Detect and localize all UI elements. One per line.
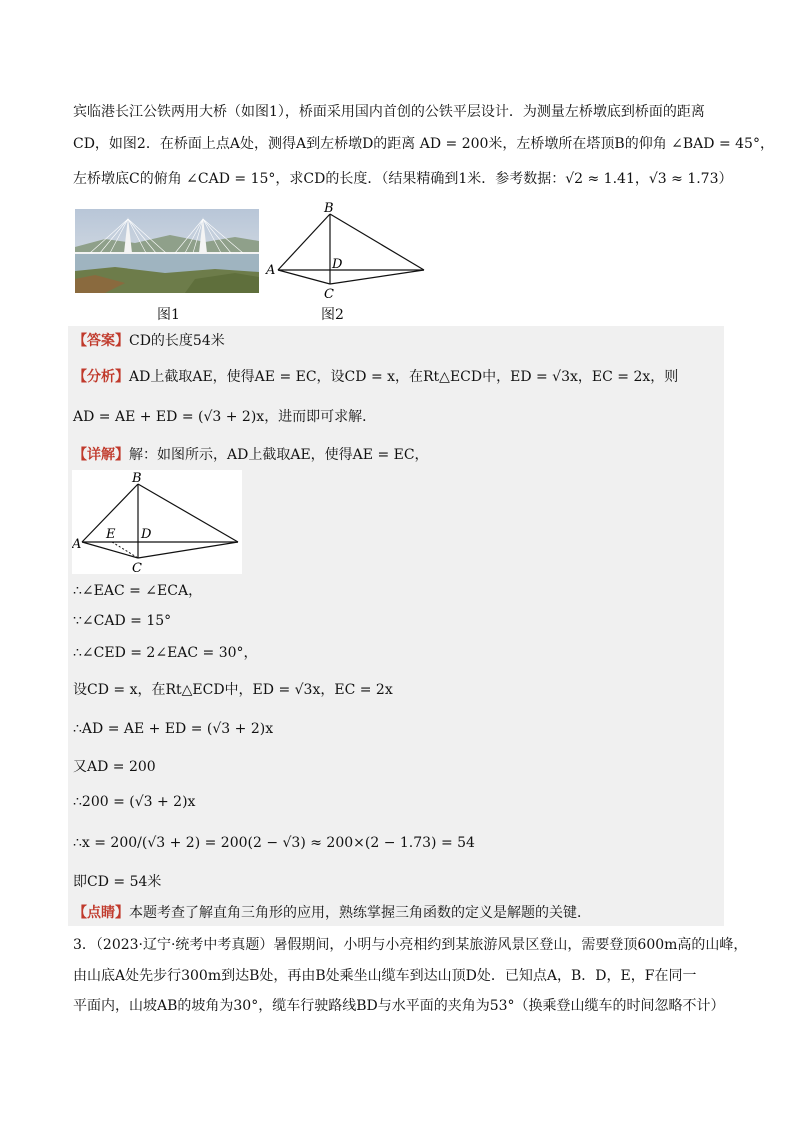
- answer-line: [73, 331, 225, 351]
- problem-line-3: 左桥墩底C的俯角 ∠CAD = 15°，求CD的长度．（结果精确到1米．参考数据：√2 ≈ 1.41，√3 ≈ 1.73）: [73, 171, 733, 187]
- solution-diagram: [72, 470, 242, 574]
- detail-step-1: ∴∠EAC = ∠ECA，: [73, 583, 203, 599]
- problem-line-1: 宾临港长江公铁两用大桥（如图1），桥面采用国内首创的公铁平层设计．为测量左桥墩底到桥面的距离: [73, 104, 705, 120]
- figure-2-label: 图2: [321, 307, 344, 323]
- fig3-point-e: E: [106, 527, 116, 542]
- detail-step-5: ∴AD = AE + ED = (√3 + 2)x: [73, 721, 274, 737]
- detail-intro: 解：如图所示，AD上截取AE，使得AE = EC，: [129, 447, 429, 463]
- problem-line-2: CD，如图2．在桥面上点A处，测得A到左桥墩D的距离 AD = 200米，左桥墩所在塔顶B的仰角 ∠BAD = 45°，: [73, 136, 774, 152]
- comment-line: [73, 903, 591, 923]
- analysis-line-2: AD = AE + ED = (√3 + 2)x，进而即可求解．: [73, 409, 377, 425]
- detail-step-4: 设CD = x，在Rt△ECD中，ED = √3x，EC = 2x: [73, 682, 393, 698]
- answer-tag: 【答案】: [73, 333, 129, 349]
- figure-2-diagram: [262, 200, 432, 302]
- analysis-line-1: [73, 367, 678, 387]
- fig2-point-c: C: [324, 287, 334, 302]
- detail-step-8: ∴x = 200/(√3 + 2) = 200(2 − √3) ≈ 200×(2 − 1.73) = 54: [73, 835, 475, 851]
- detail-step-6: 又AD = 200: [73, 759, 156, 775]
- fig3-point-a: A: [72, 537, 82, 552]
- detail-line: [73, 445, 429, 465]
- fig2-point-a: A: [266, 263, 276, 278]
- detail-step-9: 即CD = 54米: [73, 874, 162, 890]
- figure-1-label: 图1: [157, 307, 180, 323]
- detail-step-7: ∴200 = (√3 + 2)x: [73, 794, 196, 810]
- fig3-point-c: C: [132, 561, 142, 574]
- fig2-point-d: D: [332, 257, 343, 272]
- bridge-photo: [75, 209, 259, 293]
- comment-text: 本题考查了解直角三角形的应用，熟练掌握三角函数的定义是解题的关键．: [129, 905, 591, 921]
- fig3-point-d: D: [141, 527, 152, 542]
- fig3-point-b: B: [132, 471, 142, 486]
- detail-step-3: ∴∠CED = 2∠EAC = 30°，: [73, 645, 258, 661]
- next-problem-line-1: 3．（2023·辽宁·统考中考真题）暑假期间，小明与小亮相约到某旅游风景区登山，需要登顶600m高的山峰，: [73, 937, 748, 953]
- analysis-text-1: AD上截取AE，使得AE = EC，设CD = x，在Rt△ECD中，ED = √3x，EC = 2x，则: [129, 369, 679, 385]
- analysis-tag: 【分析】: [73, 369, 129, 385]
- answer-text: CD的长度54米: [129, 333, 225, 349]
- comment-tag: 【点睛】: [73, 905, 129, 921]
- next-problem-line-2: 由山底A处先步行300m到达B处，再由B处乘坐山缆车到达山顶D处．已知点A，B．D，E，F在同一: [73, 968, 697, 984]
- next-problem-line-3: 平面内，山坡AB的坡角为30°，缆车行驶路线BD与水平面的夹角为53°（换乘登山缆车的时间忽略不计）: [73, 998, 725, 1014]
- fig2-point-b: B: [324, 201, 334, 216]
- detail-step-2: ∵∠CAD = 15°: [73, 613, 172, 629]
- detail-tag: 【详解】: [73, 447, 129, 463]
